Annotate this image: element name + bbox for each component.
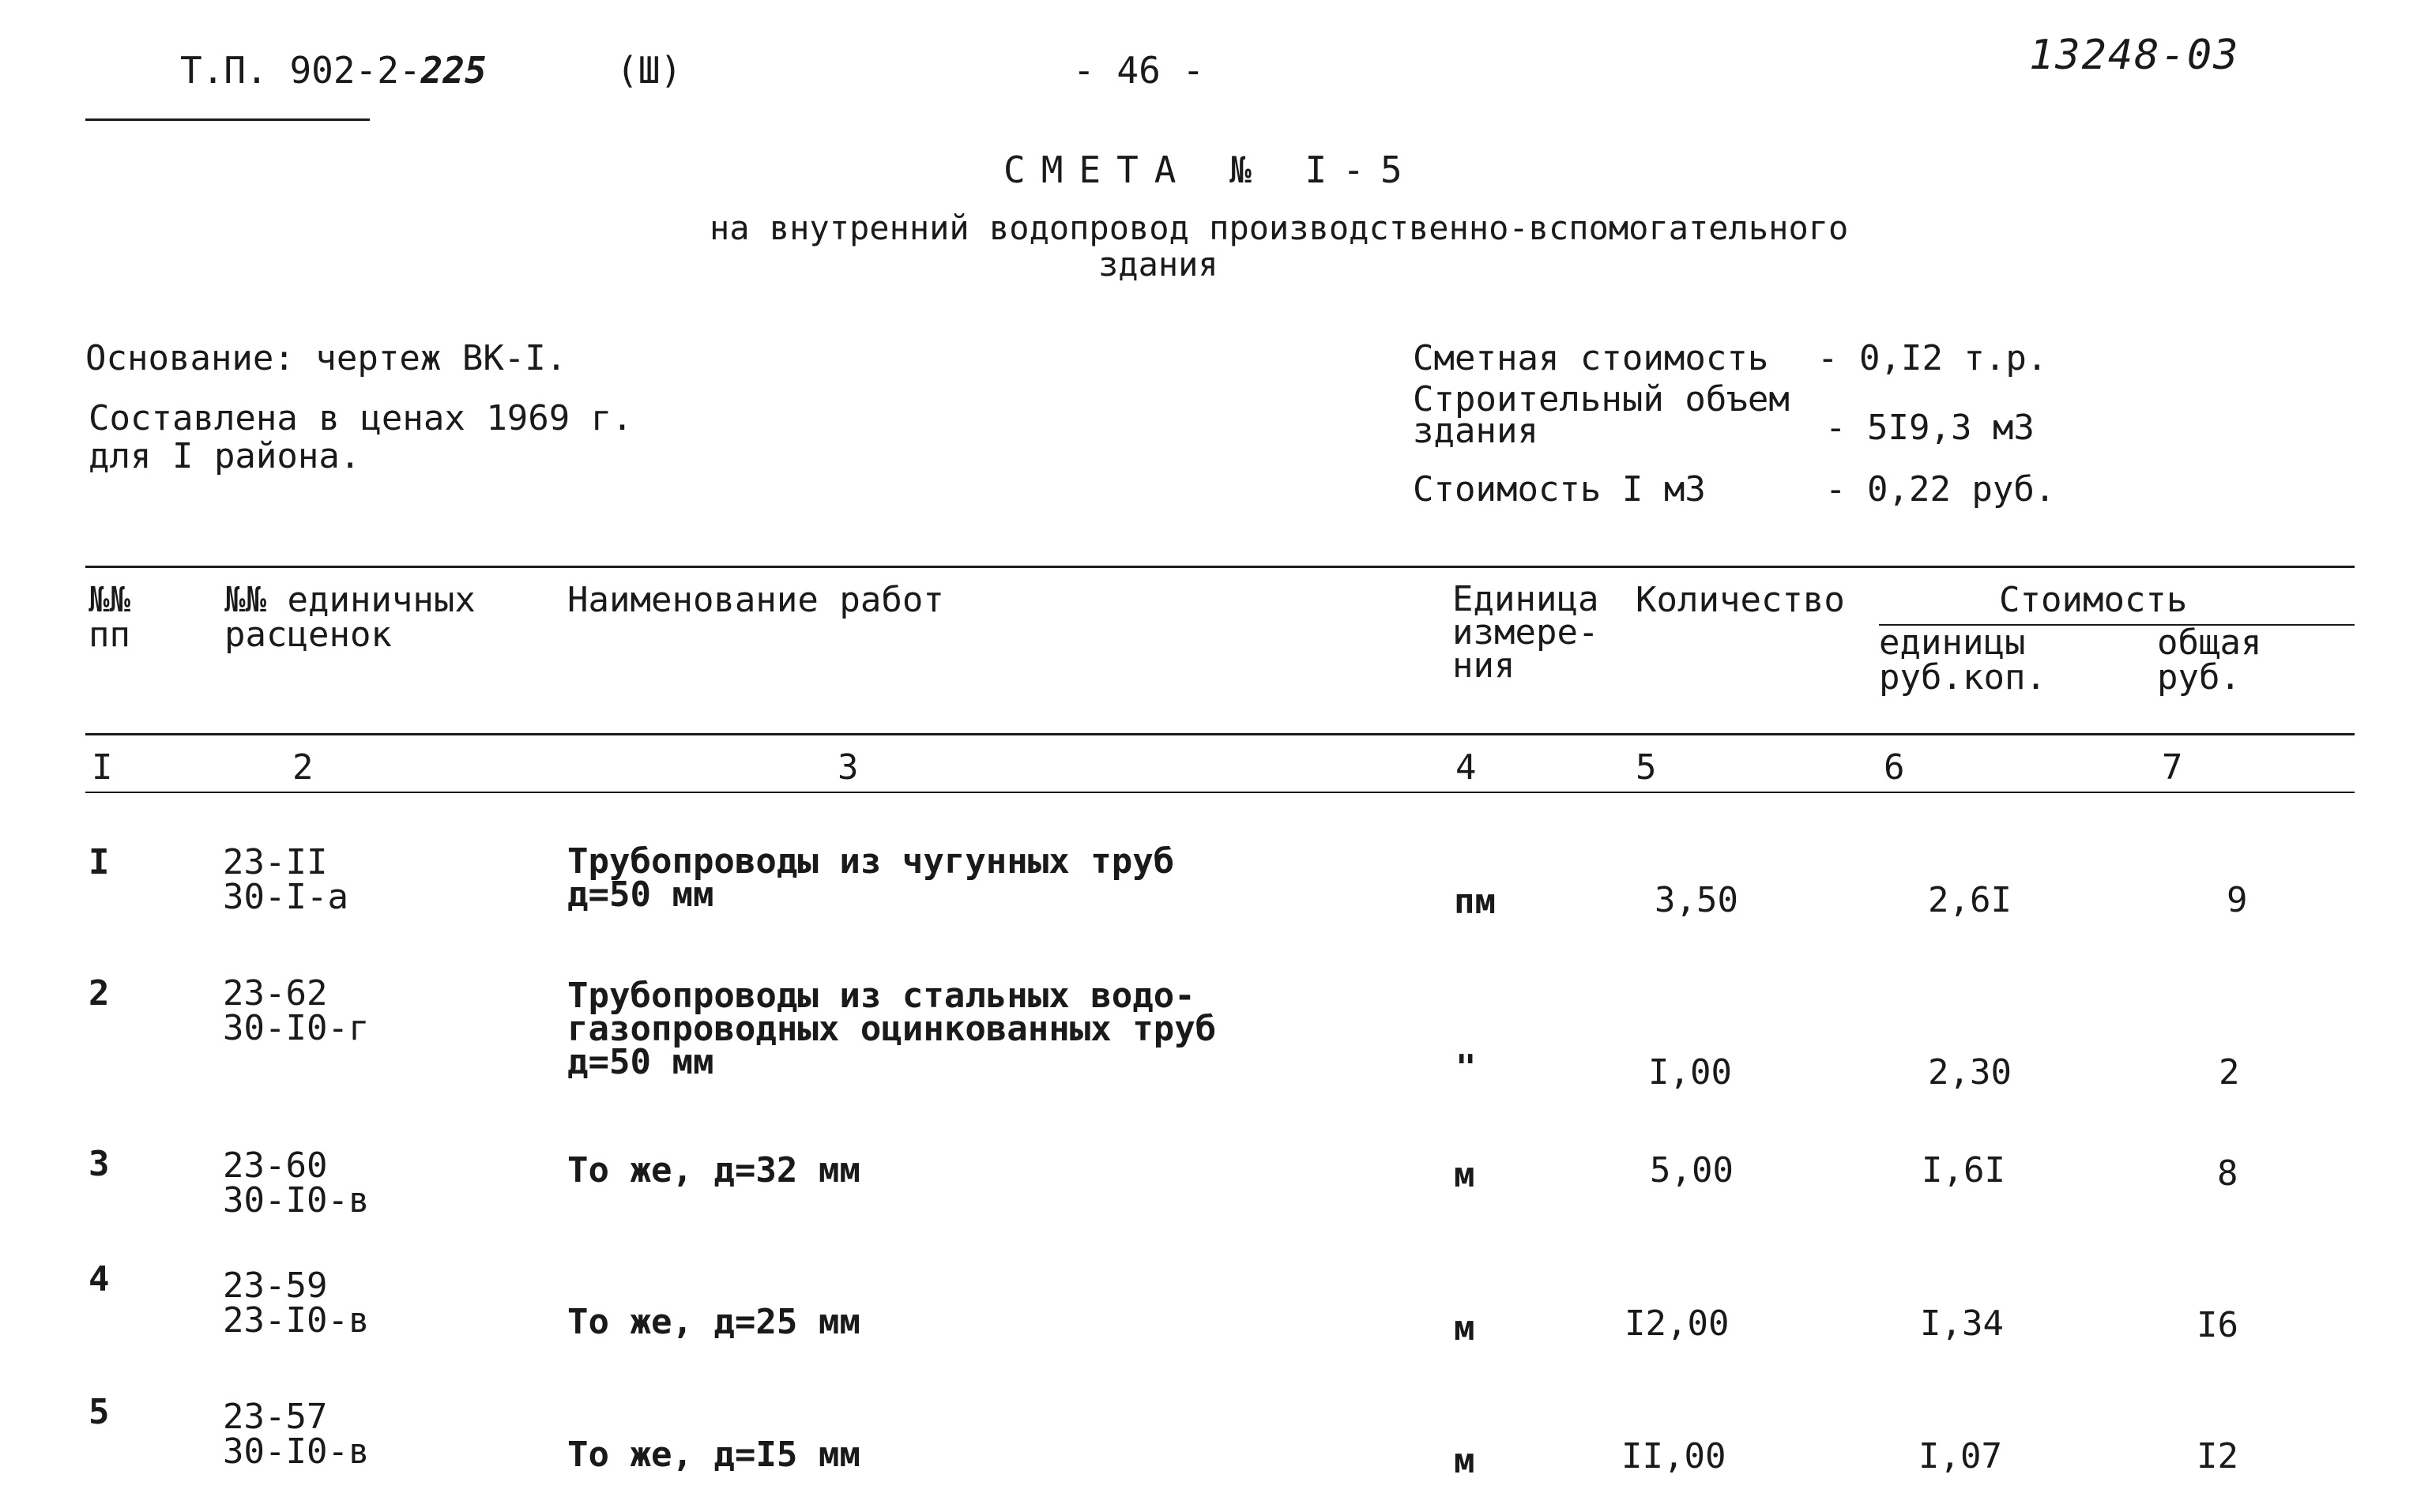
estimate-subtitle-line1: на внутренний водопровод производственно-вспомогательного bbox=[710, 209, 1849, 247]
unit-cost-value: - 0,22 руб. bbox=[1825, 469, 2056, 510]
rate-code: 23-60 30-I0-в bbox=[223, 1145, 370, 1221]
quantity: I,00 bbox=[1648, 1052, 1732, 1093]
unit: м bbox=[1454, 1308, 1475, 1348]
total: 2 bbox=[2219, 1052, 2240, 1093]
unit: м bbox=[1454, 1441, 1475, 1481]
unit: пм bbox=[1454, 882, 1496, 922]
column-number-1: I bbox=[92, 747, 113, 788]
column-number-3: 3 bbox=[838, 747, 859, 788]
header-bottom-rule bbox=[85, 733, 2355, 735]
quantity: II,00 bbox=[1621, 1436, 1726, 1476]
header-unit-price: единицы руб.коп. bbox=[1879, 622, 2046, 698]
total: 8 bbox=[2217, 1153, 2238, 1194]
rate-code: 23-II 30-I-а bbox=[223, 842, 348, 917]
estimate-title: СМЕТА № I-5 bbox=[1003, 149, 1418, 191]
row-number: 3 bbox=[88, 1144, 110, 1184]
unit-price: 2,30 bbox=[1928, 1052, 2012, 1093]
row-number: 4 bbox=[88, 1259, 110, 1299]
volume-value: - 5I9,3 м3 bbox=[1825, 408, 2035, 448]
doc-code-suffix: (Ш) bbox=[616, 49, 683, 92]
work-name: То же, д=25 мм bbox=[567, 1302, 860, 1342]
doc-code bbox=[180, 49, 487, 92]
work-name: Трубопроводы из чугунных труб д=50 мм bbox=[567, 841, 1175, 915]
column-number-7: 7 bbox=[2162, 747, 2183, 788]
work-name: Трубопроводы из стальных водо- газопроводных оцинкованных труб д=50 мм bbox=[567, 976, 1217, 1082]
estimate-subtitle-line2: здания bbox=[1098, 245, 1218, 284]
column-number-6: 6 bbox=[1884, 747, 1905, 788]
header-cost-group: Стоимость bbox=[1999, 580, 2188, 620]
unit: " bbox=[1455, 1047, 1477, 1088]
quantity: 5,00 bbox=[1650, 1150, 1734, 1190]
volume-label-line2: здания bbox=[1413, 411, 1538, 451]
unit-price: I,07 bbox=[1918, 1436, 2002, 1476]
column-number-2: 2 bbox=[292, 747, 314, 788]
rate-code: 23-57 30-I0-в bbox=[223, 1397, 370, 1472]
unit-cost-label: Стоимость I м3 bbox=[1413, 469, 1706, 510]
work-name: То же, д=32 мм bbox=[567, 1150, 860, 1190]
total: I2 bbox=[2197, 1436, 2238, 1476]
header-row-number: №№ пп bbox=[88, 580, 130, 655]
archive-number: 13248-03 bbox=[2029, 32, 2240, 79]
table-top-rule bbox=[85, 566, 2355, 568]
unit: м bbox=[1454, 1155, 1475, 1195]
rate-code: 23-59 23-I0-в bbox=[223, 1266, 370, 1341]
quantity: I2,00 bbox=[1625, 1303, 1730, 1344]
rate-code: 23-62 30-I0-г bbox=[223, 973, 370, 1048]
row-number: 5 bbox=[88, 1392, 110, 1432]
header-unit: Единица измере- ния bbox=[1452, 579, 1599, 686]
unit-price: 2,6I bbox=[1928, 880, 2012, 920]
header-quantity: Количество bbox=[1636, 580, 1845, 620]
estimated-cost-label: Сметная стоимость bbox=[1413, 338, 1769, 378]
page-number: - 46 - bbox=[1073, 49, 1205, 92]
unit-price: I,34 bbox=[1920, 1303, 2004, 1344]
column-numbers-rule bbox=[85, 792, 2355, 793]
row-number: I bbox=[88, 842, 110, 882]
column-number-4: 4 bbox=[1455, 747, 1477, 788]
quantity: 3,50 bbox=[1655, 880, 1738, 920]
prices-text-line1: Составлена в ценах 1969 г. bbox=[88, 398, 633, 438]
total: I6 bbox=[2197, 1305, 2238, 1345]
unit-price: I,6I bbox=[1922, 1150, 2005, 1190]
prices-text-line2: для I района. bbox=[88, 436, 361, 476]
doc-code-number: 225 bbox=[420, 49, 487, 92]
estimated-cost-value: - 0,I2 т.р. bbox=[1817, 338, 2048, 378]
header-rate-codes: №№ единичных расценок bbox=[224, 580, 476, 655]
row-number: 2 bbox=[88, 973, 110, 1014]
header-work-name: Наименование работ bbox=[567, 580, 944, 620]
doc-code-underline bbox=[85, 118, 370, 121]
header-total: общая руб. bbox=[2157, 622, 2262, 698]
basis-text: Основание: чертеж ВК-I. bbox=[85, 338, 567, 378]
doc-code-prefix: Т.П. 902-2- bbox=[180, 49, 421, 92]
work-name: То же, д=I5 мм bbox=[567, 1435, 860, 1475]
column-number-5: 5 bbox=[1636, 747, 1657, 788]
volume-label-line1: Строительный объем bbox=[1413, 379, 1790, 419]
total: 9 bbox=[2227, 880, 2248, 920]
